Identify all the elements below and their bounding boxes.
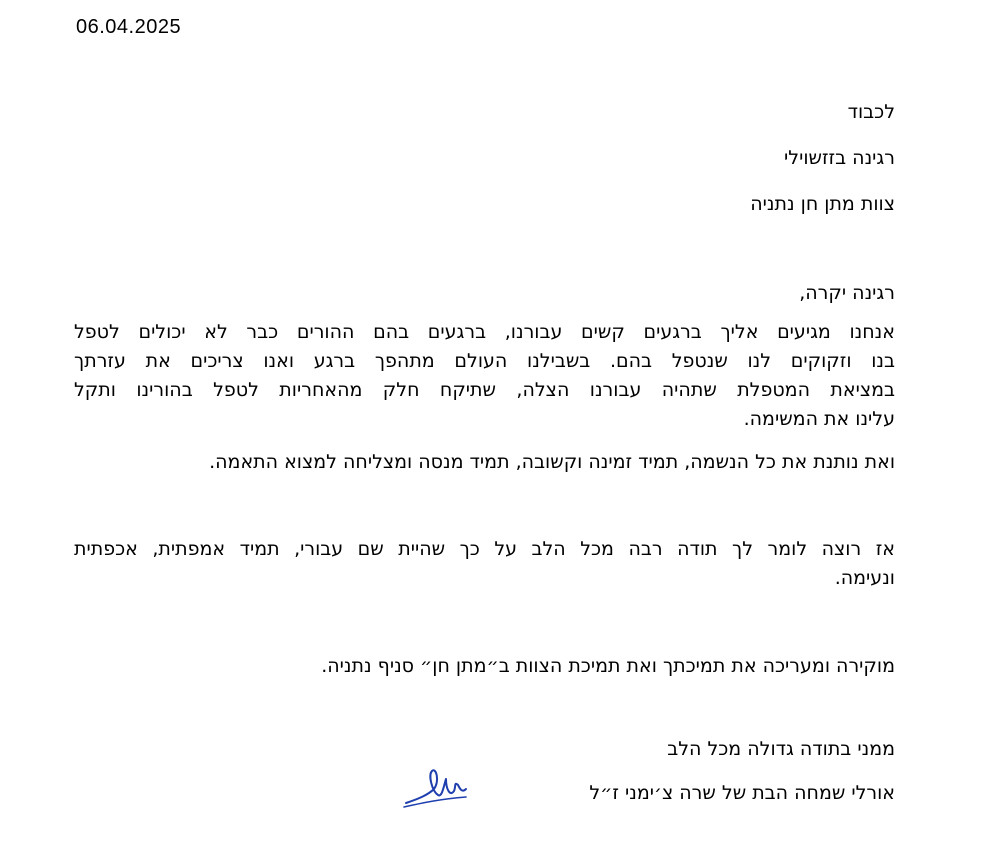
recipient-name: רגינה בזזשוילי <box>784 147 895 169</box>
paragraph-1-line: עלינו את המשימה. <box>743 408 895 430</box>
paragraph-3 <box>74 535 895 593</box>
paragraph-4 <box>150 652 895 681</box>
paragraph-1-line: אנחנו מגיעים אליך ברגעים קשים עבורנו, ברגעים בהם ההורים כבר לא יכולים לטפל <box>74 321 895 343</box>
paragraph-1-line: במציאת המטפלת שתהיה עבורנו הצלה, שתיקח חלק מהאחריות לטפל בהורינו ותקל <box>74 379 895 401</box>
signoff-line: אורלי שמחה הבת של שרה צ׳ימני ז״ל <box>589 782 895 804</box>
recipient-team: צוות מתן חן נתניה <box>750 193 895 215</box>
signature-underline <box>404 797 466 807</box>
letter-date: 06.04.2025 <box>76 16 182 38</box>
greeting: רגינה יקרה, <box>799 282 895 304</box>
paragraph-2-line: ואת נותנת את כל הנשמה, תמיד זמינה וקשובה, תמיד מנסה ומצליחה למצוא התאמה. <box>209 451 895 473</box>
paragraph-2 <box>74 448 895 477</box>
closing-line: ממני בתודה גדולה מכל הלב <box>667 738 895 760</box>
paragraph-3-line: אז רוצה לומר לך תודה רבה מכל הלב על כך שהיית שם עבורי, תמיד אמפתית, אכפתית <box>74 538 895 560</box>
paragraph-1 <box>74 318 895 434</box>
handwritten-signature <box>400 745 472 817</box>
recipient-salutation: לכבוד <box>847 101 895 123</box>
paragraph-1-line: בנו וזקוקים לנו שנטפל בהם. בשבילנו העולם מתהפך ברגע ואנו צריכים את עזרתך <box>74 350 895 372</box>
paragraph-4-line: מוקירה ומעריכה את תמיכתך ואת תמיכת הצוות ב״מתן חן״ סניף נתניה. <box>321 655 895 677</box>
paragraph-3-line: ונעימה. <box>834 567 895 589</box>
